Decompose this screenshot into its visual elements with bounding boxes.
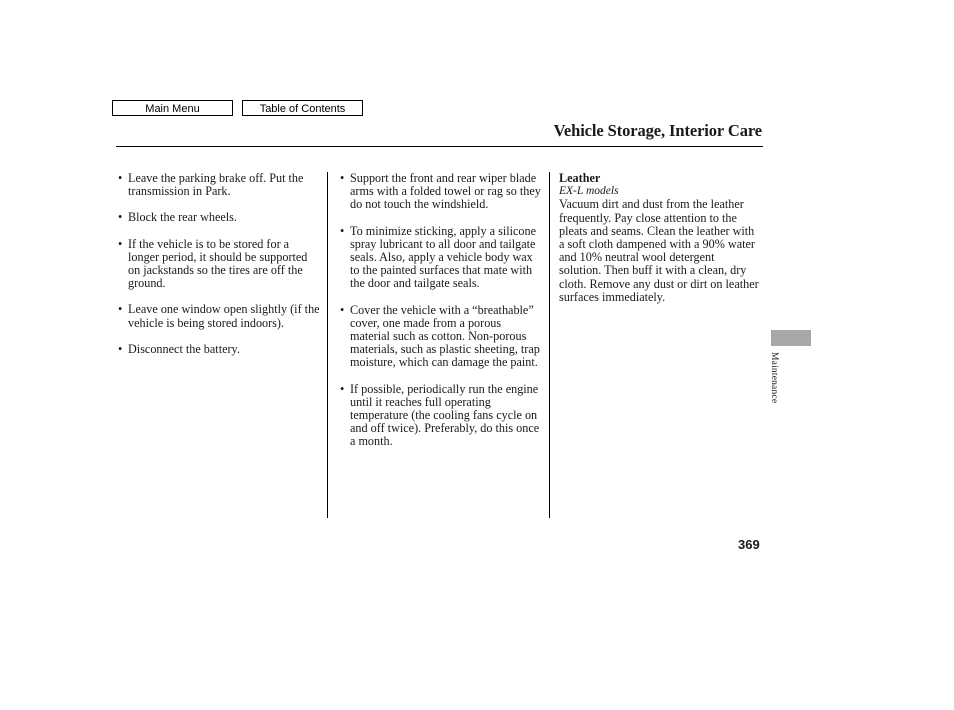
storage-steps-column-1 [116, 172, 321, 356]
table-of-contents-button[interactable]: Table of Contents [242, 100, 363, 116]
bullet-icon: • [118, 236, 123, 251]
column-divider [327, 172, 328, 518]
main-menu-button[interactable]: Main Menu [112, 100, 233, 116]
column-divider [549, 172, 550, 518]
list-item: • Disconnect the battery. [118, 341, 240, 356]
section-body: Vacuum dirt and dust from the leather frequently. Pay close attention to the pleats and seams. Clean the leather with a soft cloth dampened with a 90% water and 10% neutral wool detergent solution. Then buff it with a clean, dry cloth. Remove any dust or dirt on leather surfaces immediately. [559, 197, 759, 304]
section-tab-label: Maintenance [769, 352, 779, 404]
bullet-icon: • [340, 302, 345, 317]
list-item: • To minimize sticking, apply a silicone spray lubricant to all door and tailgate seals. Also, apply a vehicle body wax to the painted surfaces that mate with the door and tailgate seals. [340, 223, 536, 291]
bullet-icon: • [340, 381, 345, 396]
section-heading: Leather [559, 171, 601, 185]
bullet-icon: • [118, 341, 123, 356]
list-item: • If possible, periodically run the engine until it reaches full operating temperature (the cooling fans cycle on and off twice). Preferably, do this once a month. [340, 381, 540, 449]
list-item: • Support the front and rear wiper blade arms with a folded towel or rag so they do not touch the windshield. [340, 171, 541, 212]
list-item: • Cover the vehicle with a “breathable” cover, one made from a porous material such as cotton. Non-porous materials, such as plastic sheeting, trap moisture, which can damage the paint. [340, 302, 540, 370]
bullet-icon: • [118, 302, 123, 317]
bullet-icon: • [118, 171, 123, 185]
title-divider [116, 146, 763, 147]
leather-care-section [559, 172, 759, 304]
page-number: 369 [738, 537, 760, 552]
list-item: • If the vehicle is to be stored for a longer period, it should be supported on jackstands so the tires are off the ground. [118, 236, 308, 291]
storage-steps-column-2 [338, 172, 543, 449]
list-item: • Leave the parking brake off. Put the transmission in Park. [118, 171, 304, 199]
page-title: Vehicle Storage, Interior Care [553, 121, 762, 140]
bullet-icon: • [340, 223, 345, 238]
bullet-icon: • [340, 171, 345, 185]
section-subheading: EX-L models [559, 185, 619, 198]
list-item: • Block the rear wheels. [118, 210, 237, 225]
list-item: • Leave one window open slightly (if the vehicle is being stored indoors). [118, 302, 320, 330]
bullet-icon: • [118, 210, 123, 225]
section-tab-marker [771, 330, 811, 346]
